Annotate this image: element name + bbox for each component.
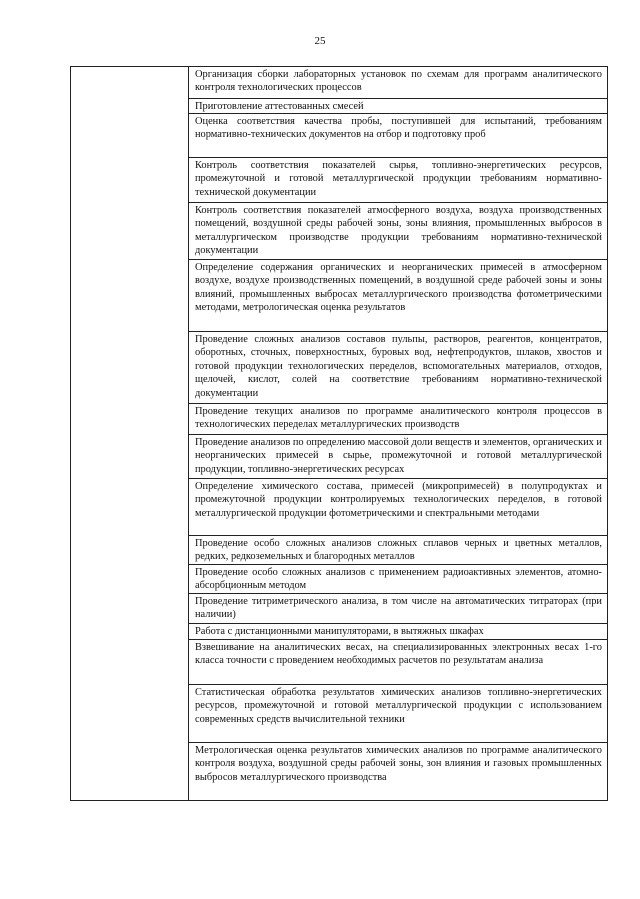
table-cell (189, 624, 608, 640)
row-text: Проведение особо сложных анализов с применением радиоактивных элементов, атомно-абсорбционным методом (195, 567, 602, 592)
table-cell (189, 565, 608, 594)
row-text: Проведение сложных анализов составов пульпы, растворов, реагентов, концентратов, оборотных, сточных, поверхностных, буровых вод, нефтепродуктов, шлаков, хвостов и готовой продукции технологических переделов, вспомогательных материалов, отходов, щелочей, кислот, солей на соответствие требованиям нормативно-технической документации (195, 334, 602, 399)
table-cell (189, 594, 608, 624)
table-cell (189, 685, 608, 743)
table-cell (189, 67, 608, 99)
table-cell (189, 158, 608, 203)
row-text: Проведение титриметрического анализа, в том числе на автоматических титраторах (при наличии) (195, 596, 602, 621)
table-cell (189, 435, 608, 479)
table-cell (189, 404, 608, 435)
row-text: Определение химического состава, примесей (микропримесей) в полупродуктах и промежуточной продукции контролируемых технологических переделов, в готовой металлургической продукции фотометрическими и спектральными методами (195, 481, 602, 519)
row-text: Метрологическая оценка результатов химических анализов по программе аналитического контроля воздуха, воздушной среды рабочей зоны, зон влияния и газовых промышленных выбросов металлургического производства (195, 745, 602, 783)
row-text: Оценка соответствия качества пробы, поступившей для испытаний, требованиям нормативно-технических документов на отбор и подготовку проб (195, 116, 602, 141)
table-row (71, 67, 608, 99)
table-cell (189, 640, 608, 685)
row-text: Контроль соответствия показателей сырья, топливно-энергетических ресурсов, промежуточной и готовой металлургической продукции требованиям нормативно-технической документации (195, 160, 602, 198)
labor-functions-table (70, 66, 608, 801)
row-text: Статистическая обработка результатов химических анализов топливно-энергетических ресурсов, промежуточной и готовой металлургической продукции с использованием современных средств вычислительной техники (195, 687, 602, 725)
left-empty-cell (71, 67, 189, 801)
row-text: Контроль соответствия показателей атмосферного воздуха, воздуха производственных помещений, воздушной среды рабочей зоны, зоны влияния, промышленных выбросов в металлургическом производстве продукции требованиям нормативно-технической документации (195, 205, 602, 257)
page-number: 25 (314, 35, 326, 47)
row-text: Организация сборки лабораторных установок по схемам для программ аналитического контроля технологических процессов (195, 69, 602, 94)
table-cell (189, 479, 608, 536)
row-text: Работа с дистанционными манипуляторами, в вытяжных шкафах (195, 626, 484, 637)
row-text: Определение содержания органических и неорганических примесей в атмосферном воздухе, воздухе производственных помещений, в воздушной среде рабочей зоны и зоны влияний, промышленных выбросах металлургического производства фотометрическими методами, метрологическая оценка результатов (195, 262, 602, 314)
table-cell (189, 332, 608, 404)
row-text: Приготовление аттестованных смесей (195, 101, 364, 112)
row-text: Проведение особо сложных анализов сложных сплавов черных и цветных металлов, редких, редкоземельных и благородных металлов (195, 538, 602, 563)
row-text: Проведение анализов по определению массовой доли веществ и элементов, органических и неорганических примесей в сырье, промежуточной и готовой металлургической продукции, топливно-энергетических ресурсах (195, 437, 602, 475)
row-text: Проведение текущих анализов по программе аналитического контроля процессов в технологических переделах металлургических производств (195, 406, 602, 431)
table-cell (189, 260, 608, 332)
table-cell (189, 743, 608, 801)
table-cell (189, 114, 608, 158)
table-cell (189, 203, 608, 260)
table-cell (189, 99, 608, 114)
table-cell (189, 536, 608, 565)
row-text: Взвешивание на аналитических весах, на специализированных электронных весах 1-го класса точности с проведением необходимых расчетов по результатам анализа (195, 642, 602, 667)
